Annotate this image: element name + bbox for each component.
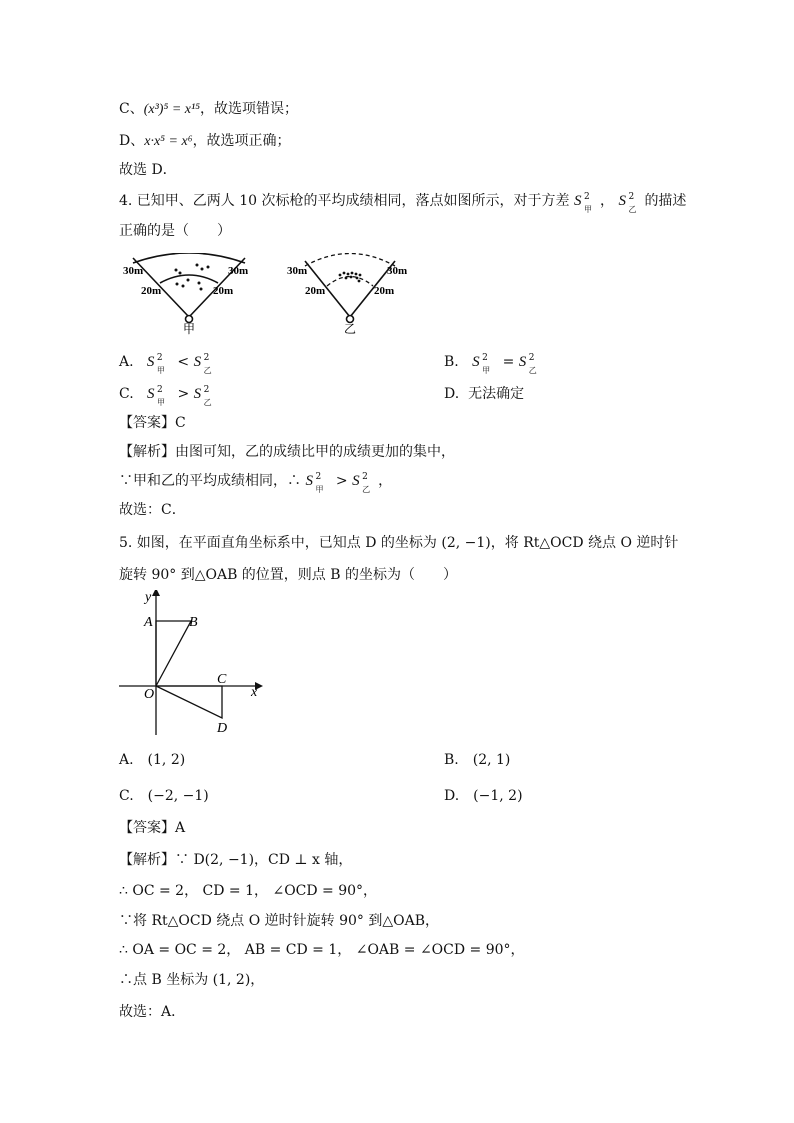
var-sub-jia: 甲 <box>315 485 324 494</box>
option-label: D. <box>444 386 460 402</box>
var-symbol: S <box>146 354 155 370</box>
q5-stem-line1: 5. 如图，在平面直角坐标系中，已知点 D 的坐标为 (2, −1)，将 Rt△OCD 绕点 O 逆时针 <box>119 535 679 551</box>
jia-label-20-right: 20m <box>213 285 234 297</box>
var-power: 2 <box>156 353 163 363</box>
option-d-text: ，故选项正确； <box>192 133 291 149</box>
q4-stem-tail: 的描述 <box>644 193 687 209</box>
var-sub-jia: 甲 <box>482 366 491 375</box>
triangle-oab <box>156 621 191 686</box>
q5-stem-line2: 旋转 90° 到△OAB 的位置，则点 B 的坐标为（ ） <box>119 567 457 583</box>
var-yi <box>352 471 378 494</box>
y-axis-arrow <box>152 590 160 596</box>
q5-analysis-4: ∴ OA = OC = 2， AB = CD = 1， ∠OAB = ∠OCD = 90°， <box>119 942 525 958</box>
var-sub-jia: 甲 <box>583 205 592 214</box>
option-d-expression: x·x⁵ = x⁶ <box>144 134 193 149</box>
var-symbol: S <box>147 386 155 402</box>
option-c-line <box>119 99 298 120</box>
yi-label-30-left: 30m <box>287 265 308 277</box>
option-d-line <box>119 131 291 152</box>
var-symbol: S <box>618 193 626 209</box>
var-sub-yi: 乙 <box>203 398 212 407</box>
option-label: C. <box>119 386 134 402</box>
q4-answer: 【答案】C <box>119 415 186 431</box>
q4-stem-line2: 正确的是（ ） <box>119 223 231 239</box>
label-y: y <box>145 590 152 605</box>
var-jia <box>146 352 173 375</box>
jia-label-20-left: 20m <box>141 285 162 297</box>
q5-option-a[interactable]: A. (1, 2) <box>119 752 186 768</box>
var-power: 2 <box>203 385 210 395</box>
label-x: x <box>251 685 258 700</box>
var-power: 2 <box>628 192 635 202</box>
var-sub-yi: 乙 <box>628 205 637 214</box>
var-symbol: S <box>472 354 480 370</box>
var-symbol: S <box>573 193 582 209</box>
option-d-label: D、 <box>119 133 145 149</box>
label-a: A <box>144 615 153 630</box>
yi-label-20-right: 20m <box>374 285 395 297</box>
var-sub-yi: 乙 <box>362 485 371 494</box>
var-symbol: S <box>305 473 313 489</box>
option-operator: < <box>177 354 190 370</box>
label-o: O <box>144 687 155 702</box>
label-d: D <box>217 721 228 736</box>
q5-option-b[interactable]: B. (2, 1) <box>444 752 511 768</box>
analysis-text: ∵甲和乙的平均成绩相同，∴ <box>119 473 301 489</box>
analysis-operator: > <box>335 473 348 489</box>
q4-analysis-2 <box>119 471 393 494</box>
option-c-text: ，故选项错误； <box>200 101 299 117</box>
var-symbol: S <box>193 354 202 370</box>
yi-arcs <box>305 254 395 287</box>
jia-label-30-right: 30m <box>228 265 249 277</box>
q4-option-c[interactable] <box>119 384 220 407</box>
answer-d-line: 故选 D． <box>119 162 177 178</box>
yi-name: 乙 <box>344 322 357 335</box>
q5-conclusion: 故选：A． <box>119 1004 186 1020</box>
jia-name: 甲 <box>183 322 196 335</box>
option-operator: = <box>502 354 515 370</box>
option-operator: > <box>177 386 190 402</box>
var-jia <box>472 352 498 375</box>
analysis-sep: ， <box>378 473 393 489</box>
var-power: 2 <box>583 192 590 202</box>
yi-label-30-right: 30m <box>387 265 408 277</box>
var-sub-jia: 甲 <box>157 398 166 407</box>
var-sub-yi: 乙 <box>528 366 537 375</box>
var-power: 2 <box>482 353 488 363</box>
var-power: 2 <box>315 472 322 482</box>
var-sub-yi: 乙 <box>203 366 212 375</box>
q4-option-a[interactable] <box>119 352 220 375</box>
q5-analysis-3: ∵将 Rt△OCD 绕点 O 逆时针旋转 90° 到△OAB， <box>119 913 439 929</box>
option-label: B. <box>444 354 459 370</box>
var-jia <box>147 384 173 407</box>
option-c-label: C、 <box>119 101 144 117</box>
q5-option-d[interactable]: D. (−1, 2) <box>444 788 523 804</box>
option-label: A. <box>119 354 134 370</box>
var-symbol: S <box>193 386 202 402</box>
var-yi <box>518 352 545 375</box>
var-power: 2 <box>157 385 163 395</box>
q4-figure <box>119 253 419 335</box>
var-power: 2 <box>203 353 210 363</box>
var-power: 2 <box>362 472 368 482</box>
option-d-text: 无法确定 <box>468 386 525 402</box>
yi-label-20-left: 20m <box>305 285 326 297</box>
q4-analysis-1: 【解析】由图可知，乙的成绩比甲的成绩更加的集中， <box>119 444 455 460</box>
variance-jia <box>573 191 600 214</box>
q5-analysis-5: ∴点 B 坐标为 (1, 2)， <box>119 972 265 988</box>
q5-answer: 【答案】A <box>119 820 186 836</box>
jia-label-30-left: 30m <box>123 265 144 277</box>
q5-option-c[interactable]: C. (−2, −1) <box>119 788 209 804</box>
q4-option-d[interactable] <box>444 384 524 404</box>
q5-analysis-2: ∴ OC = 2， CD = 1， ∠OCD = 90°， <box>119 883 378 899</box>
q4-stem-line1 <box>119 191 687 214</box>
label-c: C <box>217 672 227 687</box>
q4-option-b[interactable] <box>444 352 545 375</box>
triangle-ocd <box>156 686 222 718</box>
var-jia <box>305 471 331 494</box>
option-c-expression: (x³)⁵ = x¹⁵ <box>143 102 201 117</box>
var-sub-jia: 甲 <box>156 366 165 375</box>
q4-stem-sep: ， <box>599 193 614 209</box>
label-b: B <box>189 615 198 630</box>
var-yi <box>193 384 220 407</box>
var-symbol: S <box>352 473 360 489</box>
q5-figure <box>117 590 277 740</box>
q4-conclusion: 故选：C． <box>119 502 186 518</box>
var-yi <box>193 352 220 375</box>
q4-stem-text: 4. 已知甲、乙两人 10 次标枪的平均成绩相同，落点如图所示，对于方差 <box>119 193 570 209</box>
var-symbol: S <box>518 354 527 370</box>
var-power: 2 <box>528 353 535 363</box>
variance-yi <box>618 191 644 214</box>
q5-analysis-1: 【解析】∵ D(2, −1)，CD ⊥ x 轴， <box>119 852 353 868</box>
